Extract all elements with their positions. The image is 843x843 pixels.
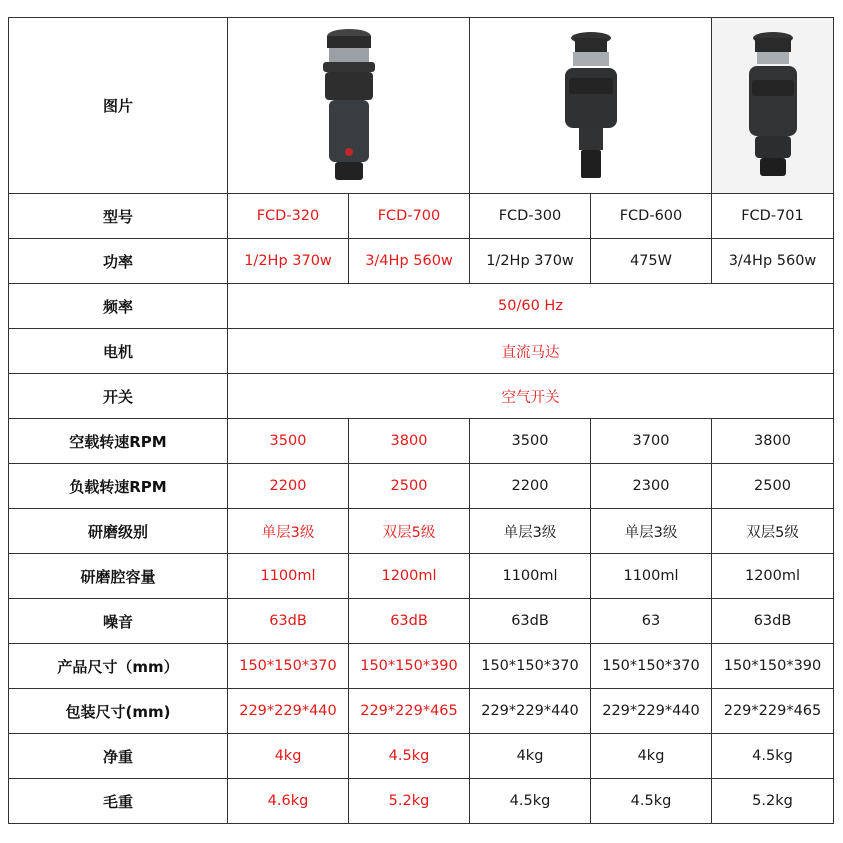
row-label-motor: 电机 — [9, 329, 228, 374]
cell-product-size-fcd-300: 150*150*370 — [470, 644, 591, 689]
cell-grinding-stages-fcd-701: 双层5级 — [712, 509, 834, 554]
cell-net-weight-fcd-700: 4.5kg — [349, 734, 470, 779]
row-motor — [9, 329, 834, 374]
cell-grinding-chamber-capacity-fcd-320: 1100ml — [228, 554, 349, 599]
row-label-product-size: 产品尺寸（mm） — [9, 644, 228, 689]
row-label-grinding-chamber-capacity: 研磨腔容量 — [9, 554, 228, 599]
row-noise — [9, 599, 834, 644]
cell-noise-fcd-320: 63dB — [228, 599, 349, 644]
cell-noise-fcd-300: 63dB — [470, 599, 591, 644]
cell-package-size-fcd-320: 229*229*440 — [228, 689, 349, 734]
row-switch — [9, 374, 834, 419]
cell-product-size-fcd-700: 150*150*390 — [349, 644, 470, 689]
cell-package-size-fcd-600: 229*229*440 — [591, 689, 712, 734]
row-net-weight — [9, 734, 834, 779]
cell-grinding-chamber-capacity-fcd-300: 1100ml — [470, 554, 591, 599]
cell-grinding-chamber-capacity-fcd-701: 1200ml — [712, 554, 834, 599]
cell-package-size-fcd-700: 229*229*465 — [349, 689, 470, 734]
cell-package-size-fcd-300: 229*229*440 — [470, 689, 591, 734]
cell-product-size-fcd-320: 150*150*370 — [228, 644, 349, 689]
cell-grinding-stages-fcd-600: 单层3级 — [591, 509, 712, 554]
row-label-model: 型号 — [9, 194, 228, 239]
row-no-load-rpm — [9, 419, 834, 464]
cell-power-fcd-700: 3/4Hp 560w — [349, 239, 470, 284]
row-grinding-chamber-capacity — [9, 554, 834, 599]
cell-power-fcd-320: 1/2Hp 370w — [228, 239, 349, 284]
cell-no-load-rpm-fcd-701: 3800 — [712, 419, 834, 464]
row-model — [9, 194, 834, 239]
image-cell-1 — [228, 18, 470, 194]
cell-model-fcd-600: FCD-600 — [591, 194, 712, 239]
row-frequency — [9, 284, 834, 329]
cell-model-fcd-700: FCD-700 — [349, 194, 470, 239]
cell-gross-weight-fcd-320: 4.6kg — [228, 779, 349, 824]
garbage-disposal-icon — [738, 26, 808, 186]
image-cell-3 — [712, 18, 834, 194]
cell-gross-weight-fcd-600: 4.5kg — [591, 779, 712, 824]
cell-net-weight-fcd-701: 4.5kg — [712, 734, 834, 779]
cell-product-size-fcd-701: 150*150*390 — [712, 644, 834, 689]
image-row — [9, 18, 834, 194]
row-label-power: 功率 — [9, 239, 228, 284]
garbage-disposal-icon — [309, 26, 389, 186]
row-label-no-load-rpm: 空载转速RPM — [9, 419, 228, 464]
cell-grinding-chamber-capacity-fcd-600: 1100ml — [591, 554, 712, 599]
row-label-gross-weight: 毛重 — [9, 779, 228, 824]
row-load-rpm — [9, 464, 834, 509]
cell-grinding-stages-fcd-300: 单层3级 — [470, 509, 591, 554]
cell-load-rpm-fcd-300: 2200 — [470, 464, 591, 509]
cell-no-load-rpm-fcd-320: 3500 — [228, 419, 349, 464]
row-label-noise: 噪音 — [9, 599, 228, 644]
cell-model-fcd-300: FCD-300 — [470, 194, 591, 239]
cell-motor-all: 直流马达 — [228, 329, 834, 374]
cell-load-rpm-fcd-320: 2200 — [228, 464, 349, 509]
cell-no-load-rpm-fcd-600: 3700 — [591, 419, 712, 464]
cell-gross-weight-fcd-701: 5.2kg — [712, 779, 834, 824]
cell-net-weight-fcd-600: 4kg — [591, 734, 712, 779]
cell-noise-fcd-600: 63 — [591, 599, 712, 644]
row-grinding-stages — [9, 509, 834, 554]
row-power — [9, 239, 834, 284]
cell-load-rpm-fcd-701: 2500 — [712, 464, 834, 509]
cell-grinding-chamber-capacity-fcd-700: 1200ml — [349, 554, 470, 599]
cell-grinding-stages-fcd-700: 双层5级 — [349, 509, 470, 554]
cell-load-rpm-fcd-600: 2300 — [591, 464, 712, 509]
cell-package-size-fcd-701: 229*229*465 — [712, 689, 834, 734]
row-label-grinding-stages: 研磨级别 — [9, 509, 228, 554]
cell-noise-fcd-700: 63dB — [349, 599, 470, 644]
image-row-label: 图片 — [9, 18, 228, 194]
cell-power-fcd-600: 475W — [591, 239, 712, 284]
cell-no-load-rpm-fcd-700: 3800 — [349, 419, 470, 464]
image-cell-2 — [470, 18, 712, 194]
cell-load-rpm-fcd-700: 2500 — [349, 464, 470, 509]
cell-power-fcd-300: 1/2Hp 370w — [470, 239, 591, 284]
cell-product-size-fcd-600: 150*150*370 — [591, 644, 712, 689]
row-label-load-rpm: 负载转速RPM — [9, 464, 228, 509]
row-label-package-size: 包装尺寸(mm) — [9, 689, 228, 734]
cell-model-fcd-320: FCD-320 — [228, 194, 349, 239]
cell-gross-weight-fcd-300: 4.5kg — [470, 779, 591, 824]
cell-model-fcd-701: FCD-701 — [712, 194, 834, 239]
row-label-net-weight: 净重 — [9, 734, 228, 779]
cell-noise-fcd-701: 63dB — [712, 599, 834, 644]
cell-no-load-rpm-fcd-300: 3500 — [470, 419, 591, 464]
row-label-frequency: 频率 — [9, 284, 228, 329]
cell-power-fcd-701: 3/4Hp 560w — [712, 239, 834, 284]
spec-table — [8, 17, 834, 824]
cell-gross-weight-fcd-700: 5.2kg — [349, 779, 470, 824]
row-package-size — [9, 689, 834, 734]
cell-frequency-all: 50/60 Hz — [228, 284, 834, 329]
cell-switch-all: 空气开关 — [228, 374, 834, 419]
row-label-switch: 开关 — [9, 374, 228, 419]
row-gross-weight — [9, 779, 834, 824]
cell-net-weight-fcd-320: 4kg — [228, 734, 349, 779]
cell-net-weight-fcd-300: 4kg — [470, 734, 591, 779]
row-product-size — [9, 644, 834, 689]
cell-grinding-stages-fcd-320: 单层3级 — [228, 509, 349, 554]
garbage-disposal-icon — [551, 26, 631, 186]
